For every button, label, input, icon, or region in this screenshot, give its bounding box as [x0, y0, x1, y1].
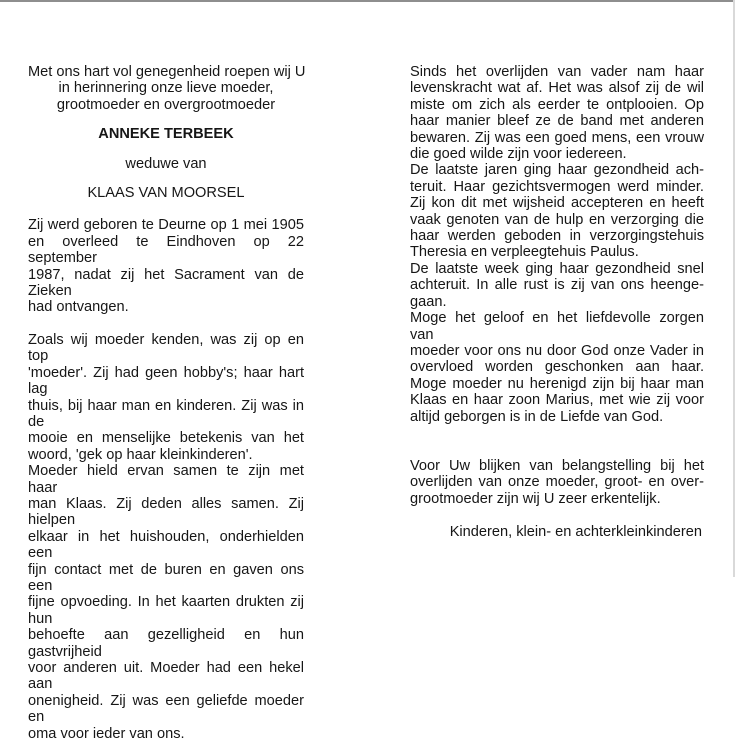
- top-border: [0, 0, 735, 2]
- text-line: Moeder hield ervan samen te zijn met haar: [28, 463, 304, 496]
- text-line: Zij kon dit met wijsheid accepteren en heeft: [410, 195, 704, 212]
- left-column: [28, 64, 304, 742]
- text-line: en overleed te Eindhoven op 22 september: [28, 233, 304, 267]
- text-line: De laatste week ging haar gezondheid snel: [410, 260, 704, 277]
- text-line: Klaas en haar zoon Marius, met wie zij voor: [410, 392, 704, 409]
- text-line: Zij werd geboren te Deurne op 1 mei 1905: [28, 217, 304, 234]
- text-line: mooie en menselijke betekenis van het: [28, 430, 304, 447]
- text-line: fijn contact met de buren en gaven ons een: [28, 561, 304, 594]
- text-line: 'moeder'. Zij had geen hobby's; haar hart lag: [28, 364, 304, 398]
- text-line: haar manier bleef ze de band met anderen: [410, 113, 704, 130]
- text-line: Moge moeder nu herenigd zijn bij haar man: [410, 375, 704, 392]
- text-line: 1987, nadat zij het Sacrament van de Zieken: [28, 266, 304, 300]
- widow-of-label: weduwe van: [125, 155, 207, 172]
- text-line: teruit. Haar gezichtsvermogen werd minder.: [410, 178, 704, 195]
- thanks-paragraph: [410, 458, 704, 507]
- text-line: oma voor ieder van ons.: [28, 725, 185, 742]
- deceased-name: ANNEKE TERBEEK: [98, 126, 234, 143]
- text-line: bewaren. Zij was een goed mens, een vrouw: [410, 129, 704, 146]
- text-line: behoefte aan gezelligheid en hun gastvrijheid: [28, 627, 304, 660]
- text-line: moeder voor ons nu door God onze Vader in: [410, 342, 704, 359]
- intro-line: in herinnering onze lieve moeder,: [58, 80, 274, 97]
- text-line: man Klaas. Zij deden alles samen. Zij hielpen: [28, 495, 304, 529]
- text-line: onenigheid. Zij was een geliefde moeder en: [28, 692, 304, 726]
- text-line: Theresia en verpleegtehuis Paulus.: [410, 244, 639, 261]
- text-line: Voor Uw blijken van belangstelling bij het: [410, 457, 704, 474]
- text-line: grootmoeder zijn wij U zeer erkentelijk.: [410, 490, 661, 507]
- intro-text: [28, 64, 304, 113]
- birth-death-paragraph: [28, 217, 304, 315]
- text-line: woord, 'gek op haar kleinkinderen'.: [28, 446, 253, 463]
- text-line: fijne opvoeding. In het kaarten drukten zij hun: [28, 594, 304, 627]
- text-line: miste om zich als eerder te ontplooien. Op: [410, 96, 704, 113]
- right-column: [410, 64, 704, 541]
- text-line: Zoals wij moeder kenden, was zij op en top: [28, 331, 304, 365]
- text-line: die goed wilde zijn voor iedereen.: [410, 146, 627, 163]
- intro-line: grootmoeder en overgrootmoeder: [56, 96, 276, 113]
- remembrance-paragraph: [410, 64, 704, 425]
- text-line: overvloed worden geschonken aan haar.: [410, 359, 704, 376]
- text-line: levenskracht wat af. Het was alsof zij de wil: [410, 80, 704, 97]
- spouse-name: KLAAS VAN MOORSEL: [87, 185, 245, 202]
- text-line: overlijden van onze moeder, groot- en over-: [410, 474, 704, 491]
- text-line: gaan.: [410, 293, 447, 310]
- text-line: elkaar in het huishouden, onderhielden een: [28, 528, 304, 562]
- text-line: vaak genoten van de hulp en verzorging die: [410, 211, 704, 228]
- life-paragraph: [28, 332, 304, 742]
- signature: Kinderen, klein- en achterkleinkinderen: [449, 524, 702, 541]
- text-line: Sinds het overlijden van vader nam haar: [410, 64, 704, 80]
- text-line: Moge het geloof en het liefdevolle zorgen van: [410, 310, 704, 343]
- text-line: had ontvangen.: [28, 299, 129, 316]
- text-line: altijd geborgen is in de Liefde van God.: [410, 408, 664, 425]
- intro-line: Met ons hart vol genegenheid roepen wij U: [28, 64, 306, 80]
- text-line: voor anderen uit. Moeder had een hekel aan: [28, 660, 304, 693]
- text-line: De laatste jaren ging haar gezondheid ach-: [410, 162, 704, 179]
- text-line: haar werden geboden in verzorgingstehuis: [410, 228, 704, 245]
- text-line: achteruit. In alle rust is zij van ons heenge-: [410, 277, 704, 294]
- text-line: thuis, bij haar man en kinderen. Zij was in de: [28, 397, 304, 430]
